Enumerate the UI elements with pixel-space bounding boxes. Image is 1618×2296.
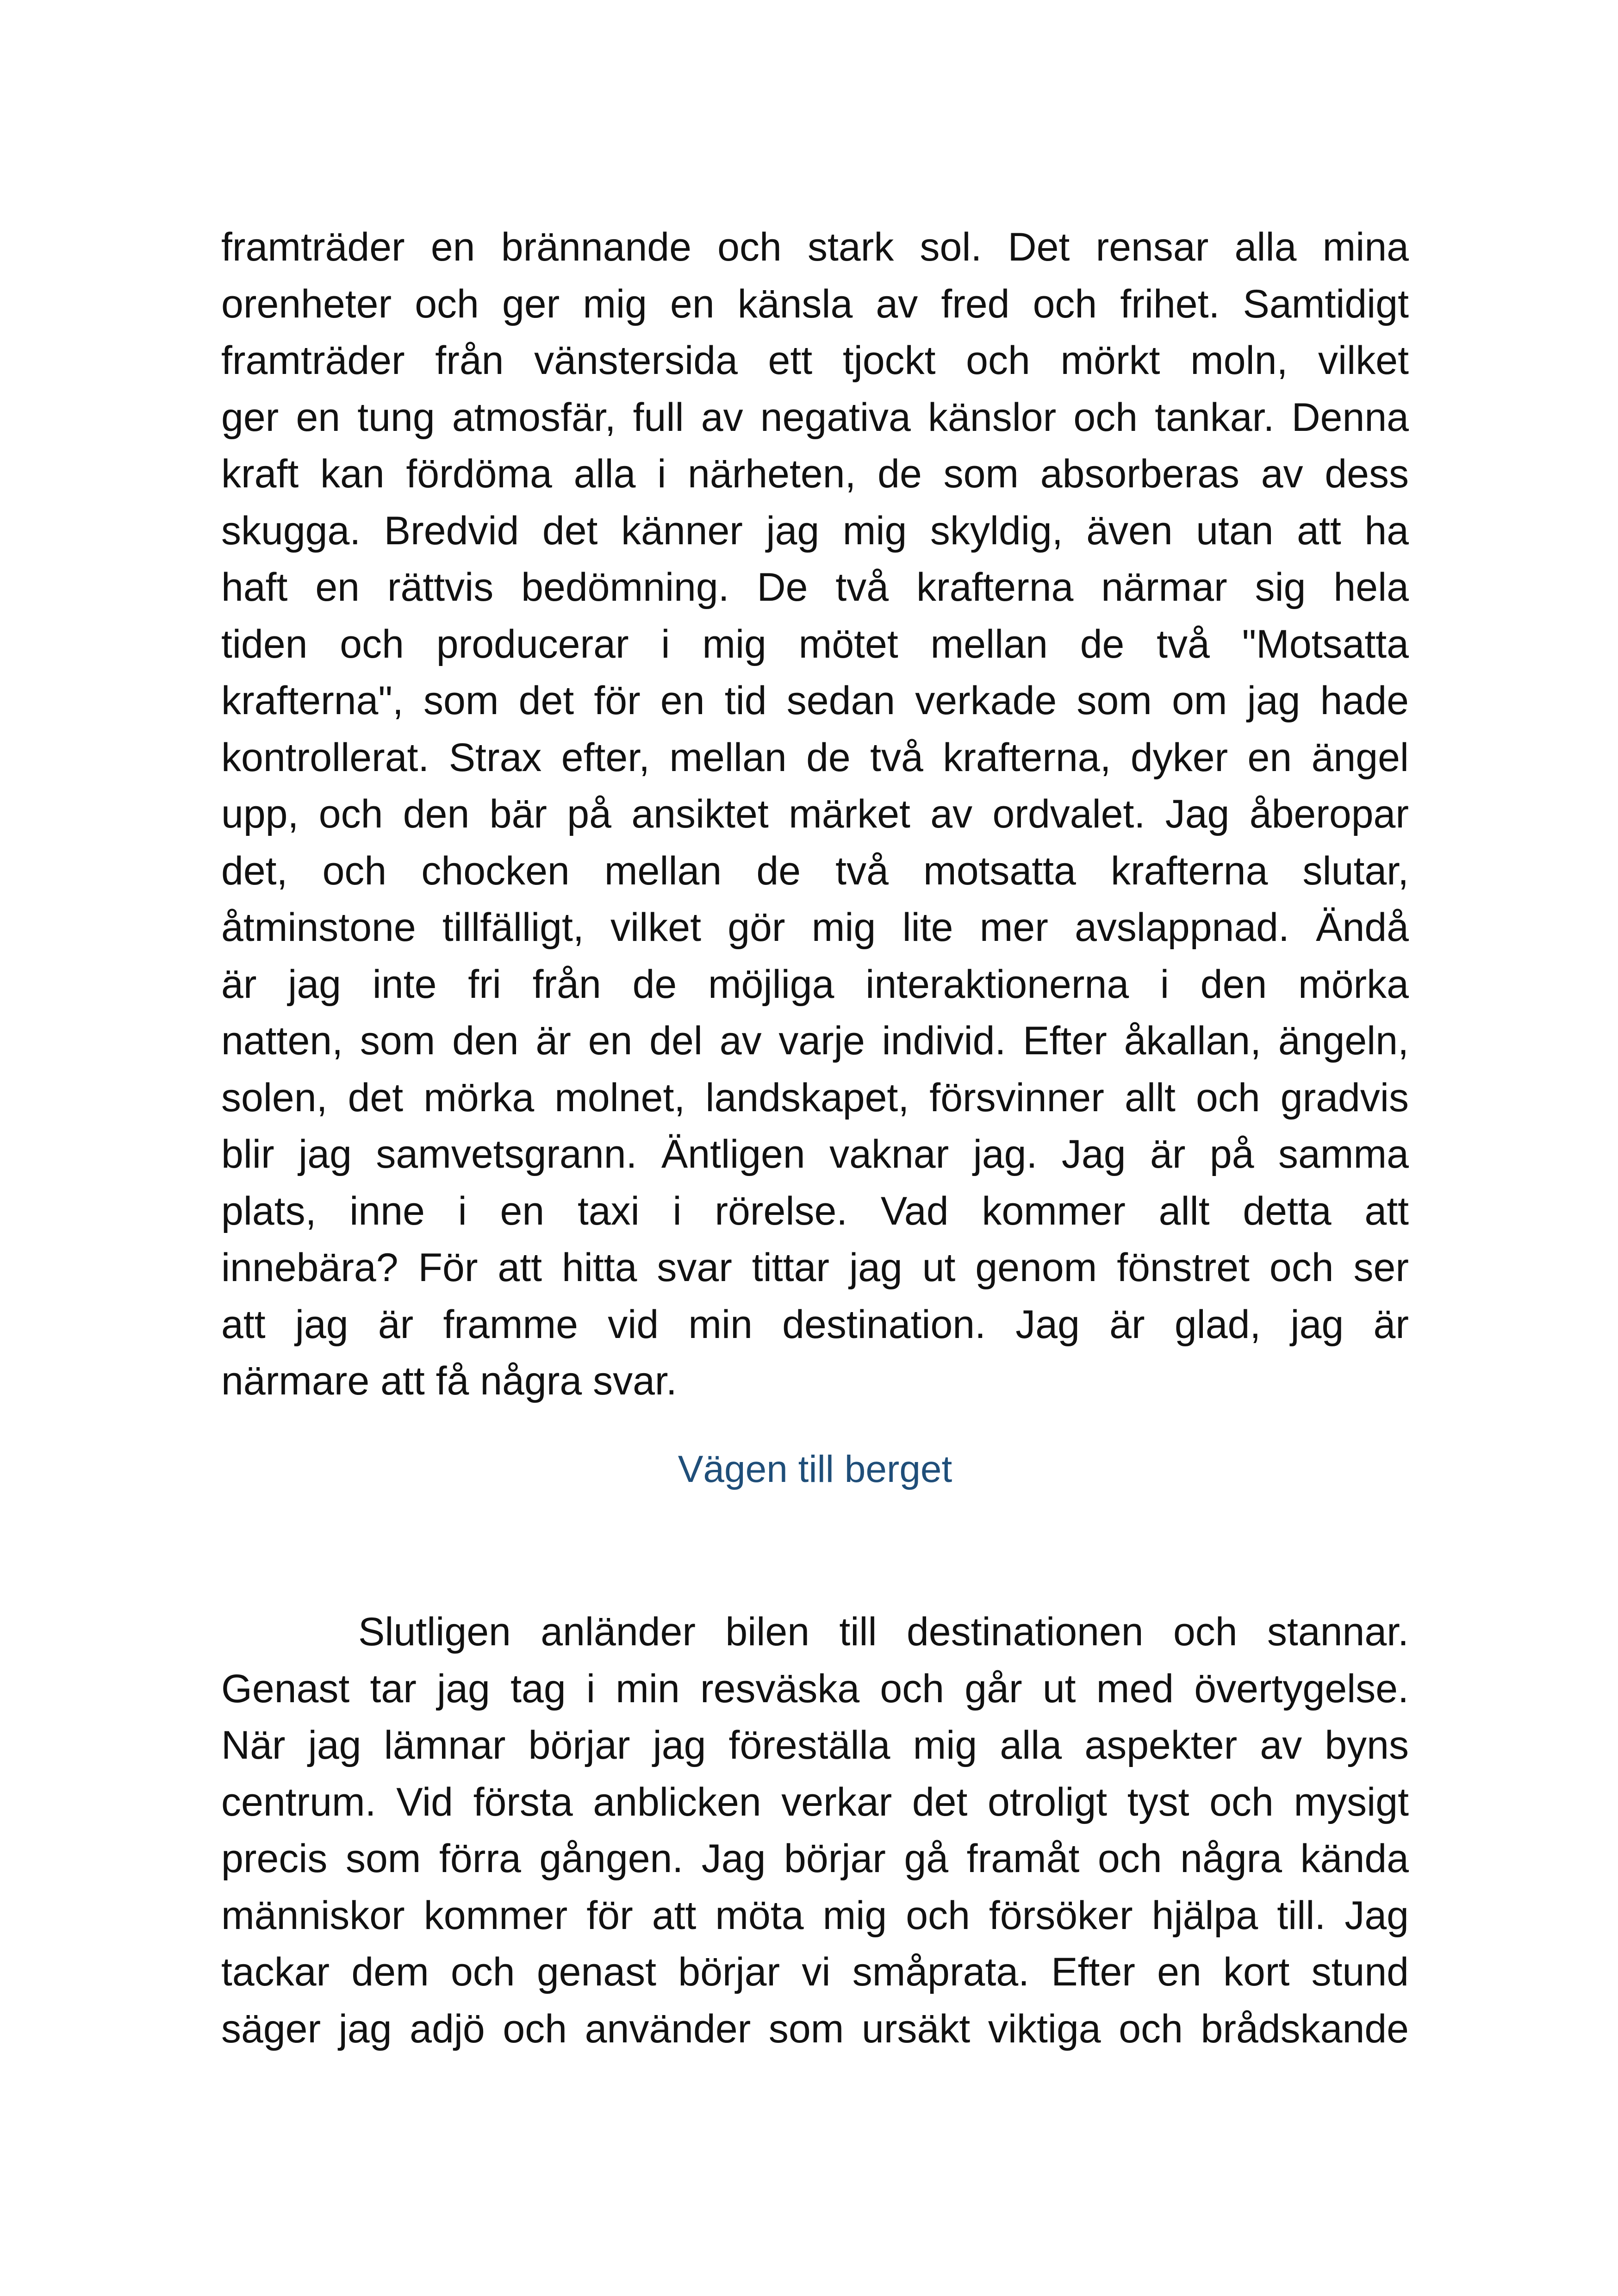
paragraph-line: centrum. Vid första anblicken verkar det otroligt tyst och mysigt <box>221 1780 1409 1824</box>
paragraph-line: upp, och den bär på ansiktet märket av ordvalet. Jag åberopar <box>221 792 1409 836</box>
paragraph-line: krafterna", som det för en tid sedan verkade som om jag hade <box>221 678 1409 723</box>
paragraph-line: att jag är framme vid min destination. Jag är glad, jag är <box>221 1302 1409 1347</box>
paragraph-line: haft en rättvis bedömning. De två krafterna närmar sig hela <box>221 565 1409 610</box>
paragraph-line: närmare att få några svar. <box>221 1359 677 1403</box>
paragraph-line: orenheter och ger mig en känsla av fred och frihet. Samtidigt <box>221 281 1409 326</box>
paragraph-line: blir jag samvetsgrann. Äntligen vaknar jag. Jag är på samma <box>221 1132 1409 1176</box>
paragraph-line: kraft kan fördöma alla i närheten, de som absorberas av dess <box>221 452 1409 496</box>
paragraph-line: När jag lämnar börjar jag föreställa mig alla aspekter av byns <box>221 1723 1409 1767</box>
paragraph-line: precis som förra gången. Jag börjar gå framåt och några kända <box>221 1836 1409 1881</box>
paragraph-line: framträder en brännande och stark sol. Det rensar alla mina <box>221 225 1409 269</box>
paragraph-line: Genast tar jag tag i min resväska och går ut med övertygelse. <box>221 1666 1409 1711</box>
paragraph-line: tiden och producerar i mig mötet mellan de två "Motsatta <box>221 622 1409 666</box>
paragraph-line: natten, som den är en del av varje individ. Efter åkallan, ängeln, <box>221 1019 1409 1063</box>
paragraph-line: kontrollerat. Strax efter, mellan de två krafterna, dyker en ängel <box>221 735 1409 780</box>
paragraph-line: framträder från vänstersida ett tjockt och mörkt moln, vilket <box>221 338 1409 383</box>
paragraph-1 <box>221 219 1409 1410</box>
paragraph-line: skugga. Bredvid det känner jag mig skyldig, även utan att ha <box>221 508 1409 553</box>
paragraph-line: människor kommer för att möta mig och försöker hjälpa till. Jag <box>221 1893 1409 1938</box>
paragraph-line: tackar dem och genast börjar vi småprata. Efter en kort stund <box>221 1950 1409 1994</box>
paragraph-line: plats, inne i en taxi i rörelse. Vad kommer allt detta att <box>221 1188 1409 1233</box>
paragraph-2 <box>221 1604 1409 2057</box>
paragraph-line: solen, det mörka molnet, landskapet, försvinner allt och gradvis <box>221 1075 1409 1120</box>
paragraph-line: säger jag adjö och använder som ursäkt viktiga och brådskande <box>221 2006 1409 2051</box>
paragraph-line: Slutligen anländer bilen till destinationen och stannar. <box>358 1610 1409 1654</box>
section-heading: Vägen till berget <box>678 1448 952 1490</box>
paragraph-line: åtminstone tillfälligt, vilket gör mig lite mer avslappnad. Ändå <box>221 905 1409 950</box>
paragraph-line: det, och chocken mellan de två motsatta krafterna slutar, <box>221 848 1409 893</box>
paragraph-line: är jag inte fri från de möjliga interaktionerna i den mörka <box>221 962 1409 1007</box>
paragraph-line: innebära? För att hitta svar tittar jag ut genom fönstret och ser <box>221 1245 1409 1290</box>
paragraph-line: ger en tung atmosfär, full av negativa känslor och tankar. Denna <box>221 395 1409 440</box>
